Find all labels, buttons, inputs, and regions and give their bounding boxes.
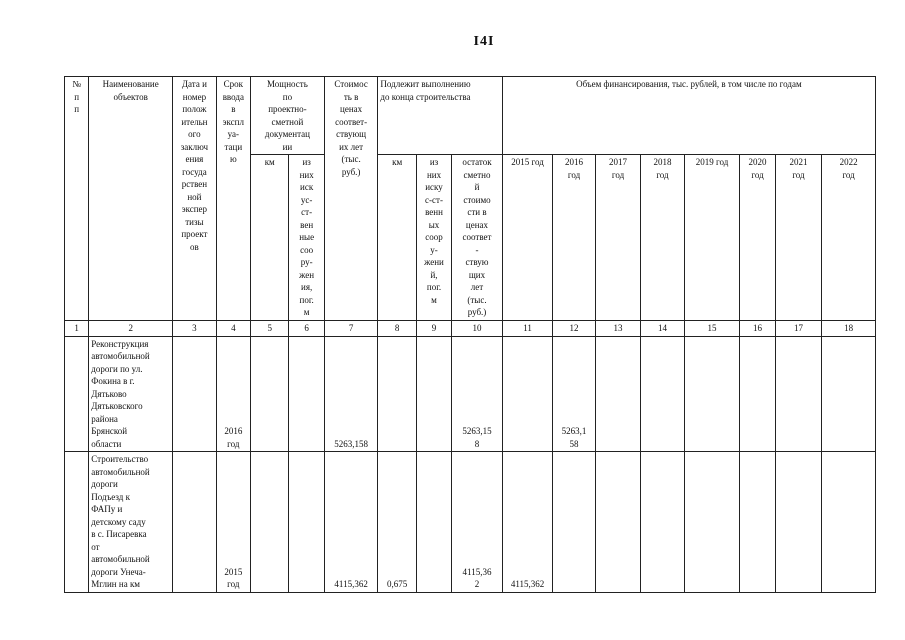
cost: 4115,362 [324,452,378,593]
remaining-cost: 5263,15 8 [452,336,503,452]
year-2018-value [641,336,684,452]
commission-term: 2015 год [216,452,250,593]
header-row-number: № п п [65,77,89,321]
year-2021-value [775,452,822,593]
object-name: Реконструкция автомобильной дороги по ул. Фокина в г. Дятьково Дятьковского района Брянской области [89,336,173,452]
financing-table [64,76,876,593]
capacity-km [251,452,289,593]
header-row-1 [65,77,876,155]
column-number: 9 [416,320,451,336]
table-row [65,336,876,452]
header-subject-to-completion: Подлежит выполнению до конца строительства [378,77,502,155]
header-capacity: Мощность по проектно- сметной документац ии [251,77,325,155]
header-subject-km: км [378,155,416,321]
year-2020-value [740,336,775,452]
column-number: 12 [553,320,595,336]
column-number-row [65,320,876,336]
column-number: 5 [251,320,289,336]
year-2022-value [822,336,876,452]
capacity-structures [289,336,324,452]
header-commission-term: Срок ввода в экспл уа- таци ю [216,77,250,321]
expertise-date [173,336,216,452]
year-2022-value [822,452,876,593]
capacity-structures [289,452,324,593]
header-year-2015: 2015 год [502,155,553,321]
year-2017-value [595,336,640,452]
header-subject-structures: из них иску с-ст- венн ых соор у- жени й, пог. м [416,155,451,321]
header-expertise-date: Дата и номер полож ительн ого заключ ения госуда рствен ной экспер тизы проект ов [173,77,216,321]
year-2015-value: 4115,362 [502,452,553,593]
column-number: 2 [89,320,173,336]
year-2015-value [502,336,553,452]
year-2020-value [740,452,775,593]
remaining-cost: 4115,36 2 [452,452,503,593]
capacity-km [251,336,289,452]
column-number: 18 [822,320,876,336]
expertise-date [173,452,216,593]
column-number: 1 [65,320,89,336]
page-number: I4I [473,34,495,49]
header-year-2021: 2021 год [775,155,822,321]
column-number: 3 [173,320,216,336]
year-2019-value [684,452,740,593]
column-number: 10 [452,320,503,336]
column-number: 16 [740,320,775,336]
subject-km [378,336,416,452]
column-number: 15 [684,320,740,336]
header-year-2019: 2019 год [684,155,740,321]
table-row [65,452,876,593]
header-year-2016: 2016 год [553,155,595,321]
year-2021-value [775,336,822,452]
column-number: 4 [216,320,250,336]
row-number [65,452,89,593]
header-cost: Стоимос ть в ценах соответ- ствующ их лет (тыс. руб.) [324,77,378,321]
year-2018-value [641,452,684,593]
commission-term: 2016 год [216,336,250,452]
column-number: 8 [378,320,416,336]
subject-structures [416,336,451,452]
cost: 5263,158 [324,336,378,452]
subject-km: 0,675 [378,452,416,593]
column-number: 11 [502,320,553,336]
header-capacity-structures: из них иск ус- ст- вен ные соо ру- жен ия, пог. м [289,155,324,321]
year-2016-value: 5263,1 58 [553,336,595,452]
column-number: 13 [595,320,640,336]
object-name: Строительство автомобильной дороги Подъезд к ФАПу и детскому саду в с. Писаревка от автомобильной дороги Унеча- Мглин на км [89,452,173,593]
header-object-name: Наименование объектов [89,77,173,321]
header-year-2022: 2022 год [822,155,876,321]
header-subject-remaining-cost: остаток сметно й стоимо сти в ценах соответ - ствую щих лет (тыс. руб.) [452,155,503,321]
header-capacity-km: км [251,155,289,321]
column-number: 14 [641,320,684,336]
header-year-2020: 2020 год [740,155,775,321]
header-financing: Объем финансирования, тыс. рублей, в том числе по годам [502,77,875,155]
row-number [65,336,89,452]
column-number: 7 [324,320,378,336]
subject-structures [416,452,451,593]
year-2016-value [553,452,595,593]
header-year-2017: 2017 год [595,155,640,321]
year-2017-value [595,452,640,593]
year-2019-value [684,336,740,452]
column-number: 17 [775,320,822,336]
column-number: 6 [289,320,324,336]
header-year-2018: 2018 год [641,155,684,321]
